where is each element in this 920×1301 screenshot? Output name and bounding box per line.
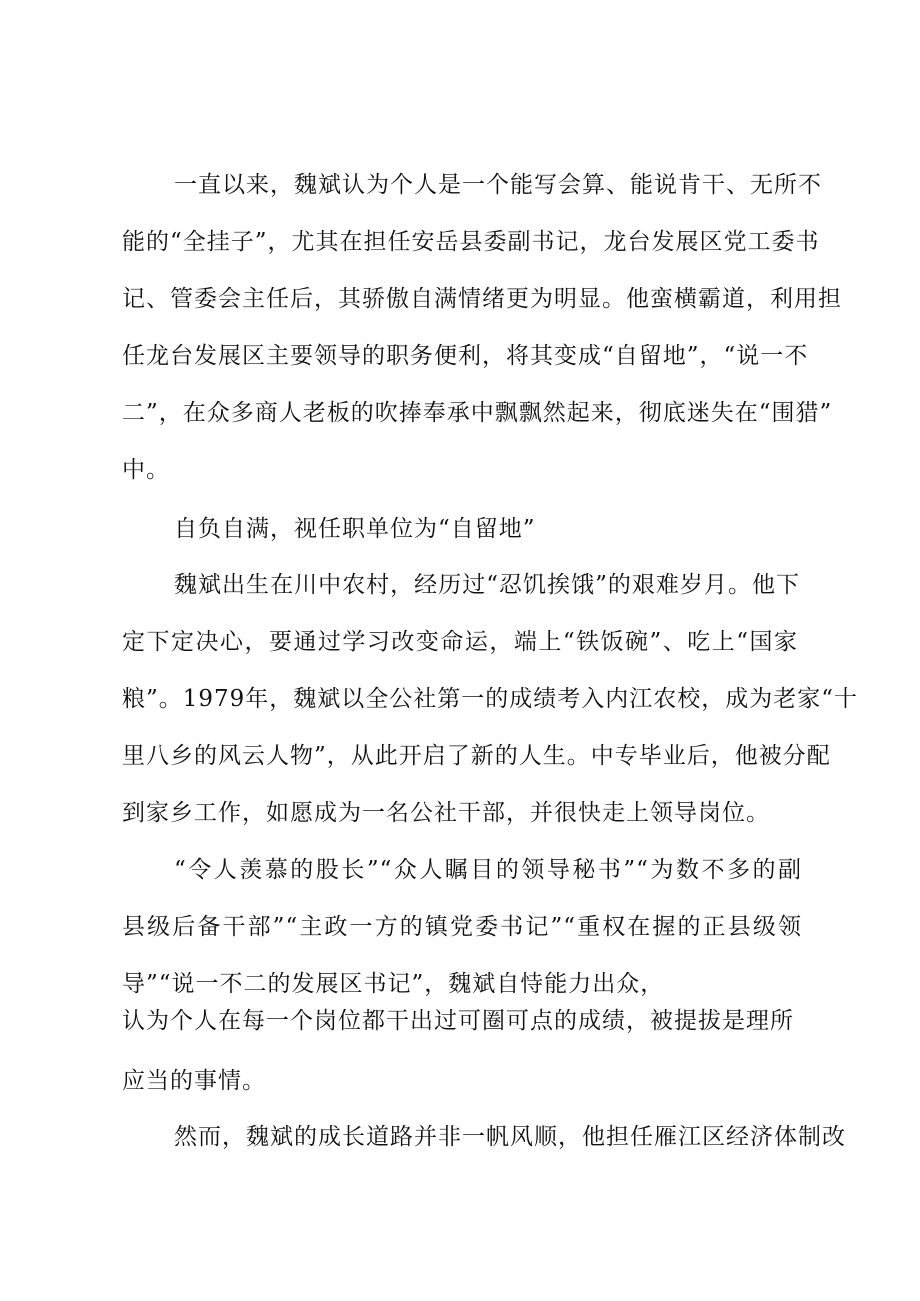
paragraph-1-line-4: 任龙台发展区主要领导的职务便利，将其变成“自留地”，“说一不 bbox=[122, 343, 809, 369]
paragraph-2-line-5: 到家乡工作，如愿成为一名公社干部，并很快走上领导岗位。 bbox=[122, 800, 770, 826]
paragraph-3-line-2: 县级后备干部”“主政一方的镇党委书记”“重权在握的正县级领 bbox=[122, 914, 802, 940]
paragraph-4-line-1: 然而，魏斌的成长道路并非一帆风顺，他担任雁江区经济体制改 bbox=[174, 1124, 846, 1150]
paragraph-3-line-4: 认为个人在每一个岗位都干出过可圈可点的成绩，被提拔是理所 bbox=[122, 1008, 794, 1034]
paragraph-1-line-1: 一直以来，魏斌认为个人是一个能写会算、能说肯干、无所不 bbox=[174, 172, 822, 198]
paragraph-3-line-1: “令人羡慕的股长”“众人瞩目的领导秘书”“为数不多的副 bbox=[174, 857, 802, 883]
paragraph-1-line-6: 中。 bbox=[122, 457, 170, 483]
section-heading: 自负自满，视任职单位为“自留地” bbox=[174, 516, 536, 542]
paragraph-2-line-1: 魏斌出生在川中农村，经历过“忍饥挨饿”的艰难岁月。他下 bbox=[174, 572, 800, 598]
paragraph-1-line-3: 记、管委会主任后，其骄傲自满情绪更为明显。他蛮横霸道，利用担 bbox=[122, 286, 842, 312]
paragraph-2-line-4: 里八乡的风云人物”，从此开启了新的人生。中专毕业后，他被分配 bbox=[122, 743, 831, 769]
paragraph-3-line-3: 导”“说一不二的发展区书记”，魏斌自恃能力出众， bbox=[122, 971, 665, 997]
paragraph-1-line-2: 能的“全挂子”，尤其在担任安岳县委副书记，龙台发展区党工委书 bbox=[122, 229, 820, 255]
paragraph-2-line-3: 粮”。1979年，魏斌以全公社第一的成绩考入内江农校，成为老家“十 bbox=[122, 686, 859, 712]
paragraph-2-line-2: 定下定决心，要通过学习改变命运，端上“铁饭碗”、吃上“国家 bbox=[122, 629, 798, 655]
paragraph-1-line-5: 二”，在众多商人老板的吹捧奉承中飘飘然起来，彻底迷失在“围猎” bbox=[122, 400, 833, 426]
paragraph-3-line-5: 应当的事情。 bbox=[122, 1068, 266, 1094]
